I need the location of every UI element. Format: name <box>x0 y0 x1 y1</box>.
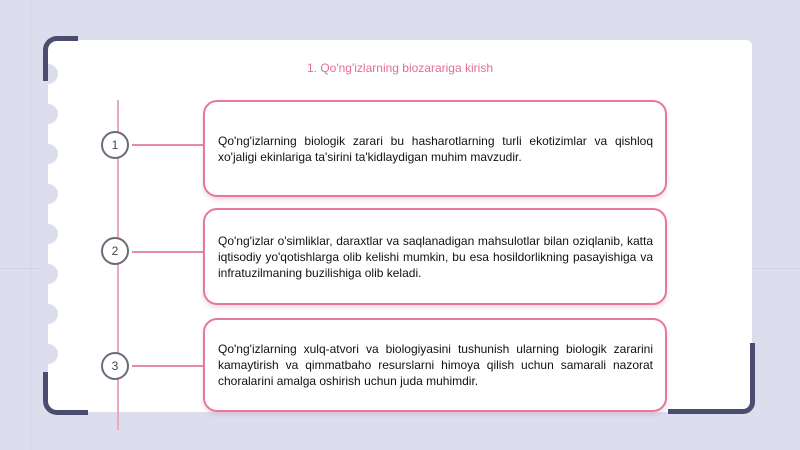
timeline-connector <box>132 144 204 146</box>
notebook-hole <box>38 184 58 204</box>
notebook-hole <box>38 104 58 124</box>
step-text: Qo'ng'izlar o'simliklar, daraxtlar va saqlanadigan mahsulotlar bilan oziqlanib, katta iqtisodiy yo'qotishlarga olib kelishi mumkin, bu esa hosildorlikning pasayishiga va infratuzilmaning buzilishiga olib keladi. <box>218 233 653 280</box>
step-text: Qo'ng'izlarning biologik zarari bu hasharotlarning turli ekotizimlar va qishloq xo'jaligi ekinlariga ta'sirini ta'kidlaydigan muhim mavzudir. <box>218 133 653 164</box>
background-guide-line-vertical <box>30 0 31 450</box>
step-number-badge: 2 <box>101 237 129 265</box>
notebook-hole <box>38 144 58 164</box>
step-text-box <box>203 208 667 305</box>
notebook-hole <box>38 264 58 284</box>
step-text-box <box>203 318 667 412</box>
step-text-box <box>203 100 667 197</box>
notebook-hole <box>38 224 58 244</box>
step-number-badge: 1 <box>101 131 129 159</box>
step-number-badge: 3 <box>101 352 129 380</box>
slide-title: 1. Qo'ng'izlarning biozarariga kirish <box>306 61 493 75</box>
corner-bracket-bottom-left <box>43 372 88 415</box>
corner-bracket-bottom-right <box>668 343 755 414</box>
notebook-hole <box>38 344 58 364</box>
step-text: Qo'ng'izlarning xulq-atvori va biologiyasini tushunish ularning biologik zararini kamaytirish va qimmatbaho resurslarni himoya qilish uchun samarali nazorat choralarini amalga oshirish uchun juda muhimdir. <box>218 342 653 388</box>
notebook-hole <box>38 304 58 324</box>
corner-bracket-top-left <box>43 36 78 81</box>
timeline-connector <box>132 365 204 367</box>
timeline-connector <box>132 251 204 253</box>
